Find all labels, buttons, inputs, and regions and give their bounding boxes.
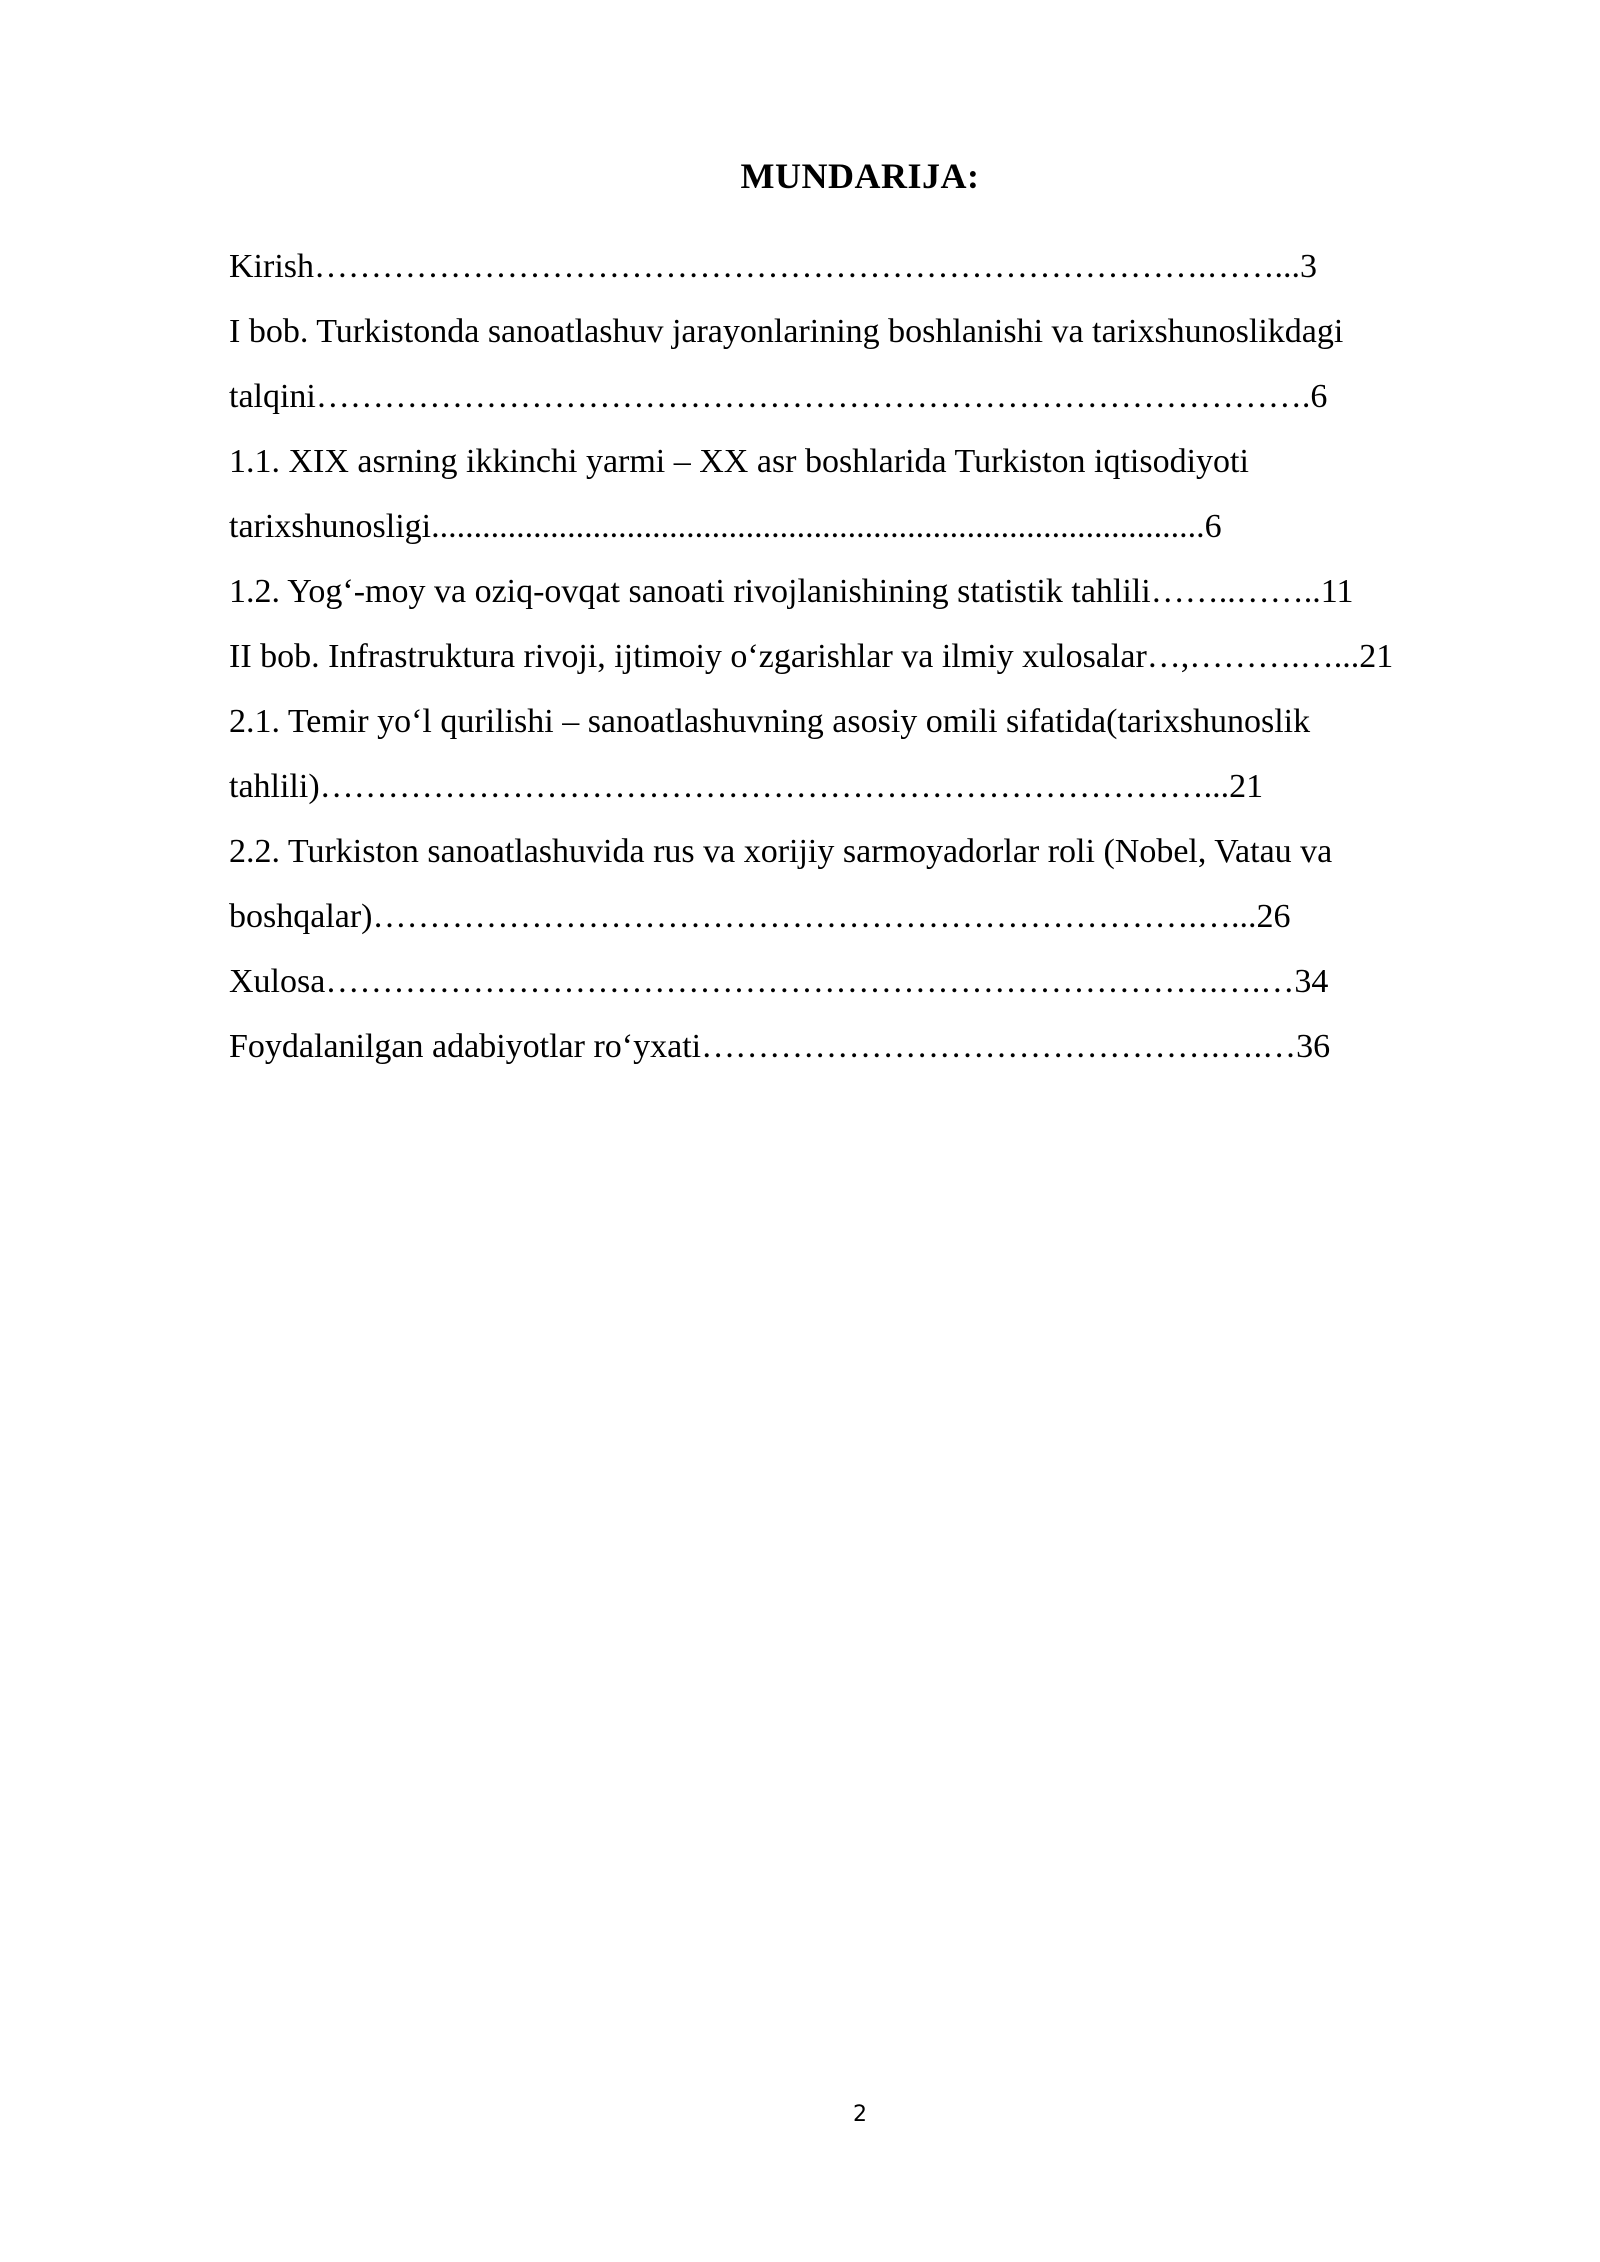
toc-line: II bob. Infrastruktura rivoji, ijtimoiy o‘zgarishlar va ilmiy xulosalar…,……….…...21: [229, 638, 1394, 675]
toc-line: Xulosa…………………………………………………………………….….…34: [229, 963, 1329, 1000]
toc-title: MUNDARIJA:: [740, 156, 980, 196]
toc-line: tahlili)……………………………………………………………………...21: [229, 768, 1264, 805]
toc-line: tarixshunosligi...........................................................................................6: [229, 508, 1222, 545]
toc-line: 2.1. Temir yo‘l qurilishi – sanoatlashuvning asosiy omili sifatida(tarixshunoslik: [229, 703, 1311, 740]
toc-line: 1.2. Yog‘-moy va oziq-ovqat sanoati rivojlanishining statistik tahlili……..……..11: [229, 573, 1354, 610]
page-number: 2: [853, 2102, 867, 2127]
table-of-contents: [229, 234, 1499, 1079]
toc-line: 1.1. XIX asrning ikkinchi yarmi – XX asr boshlarida Turkiston iqtisodiyoti: [229, 443, 1249, 480]
toc-line: talqini…………………………………………………………………………….6: [229, 378, 1328, 415]
toc-line: boshqalar)……………………………………………………………….…...26: [229, 898, 1291, 935]
toc-line: I bob. Turkistonda sanoatlashuv jarayonlarining boshlanishi va tarixshunoslikdagi: [229, 313, 1344, 350]
toc-line: 2.2. Turkiston sanoatlashuvida rus va xorijiy sarmoyadorlar roli (Nobel, Vatau va: [229, 833, 1333, 870]
toc-line: Foydalanilgan adabiyotlar ro‘yxati……………………………………….….…36: [229, 1028, 1331, 1065]
toc-line: Kirish…………………………………………………………………….……...3: [229, 248, 1317, 285]
